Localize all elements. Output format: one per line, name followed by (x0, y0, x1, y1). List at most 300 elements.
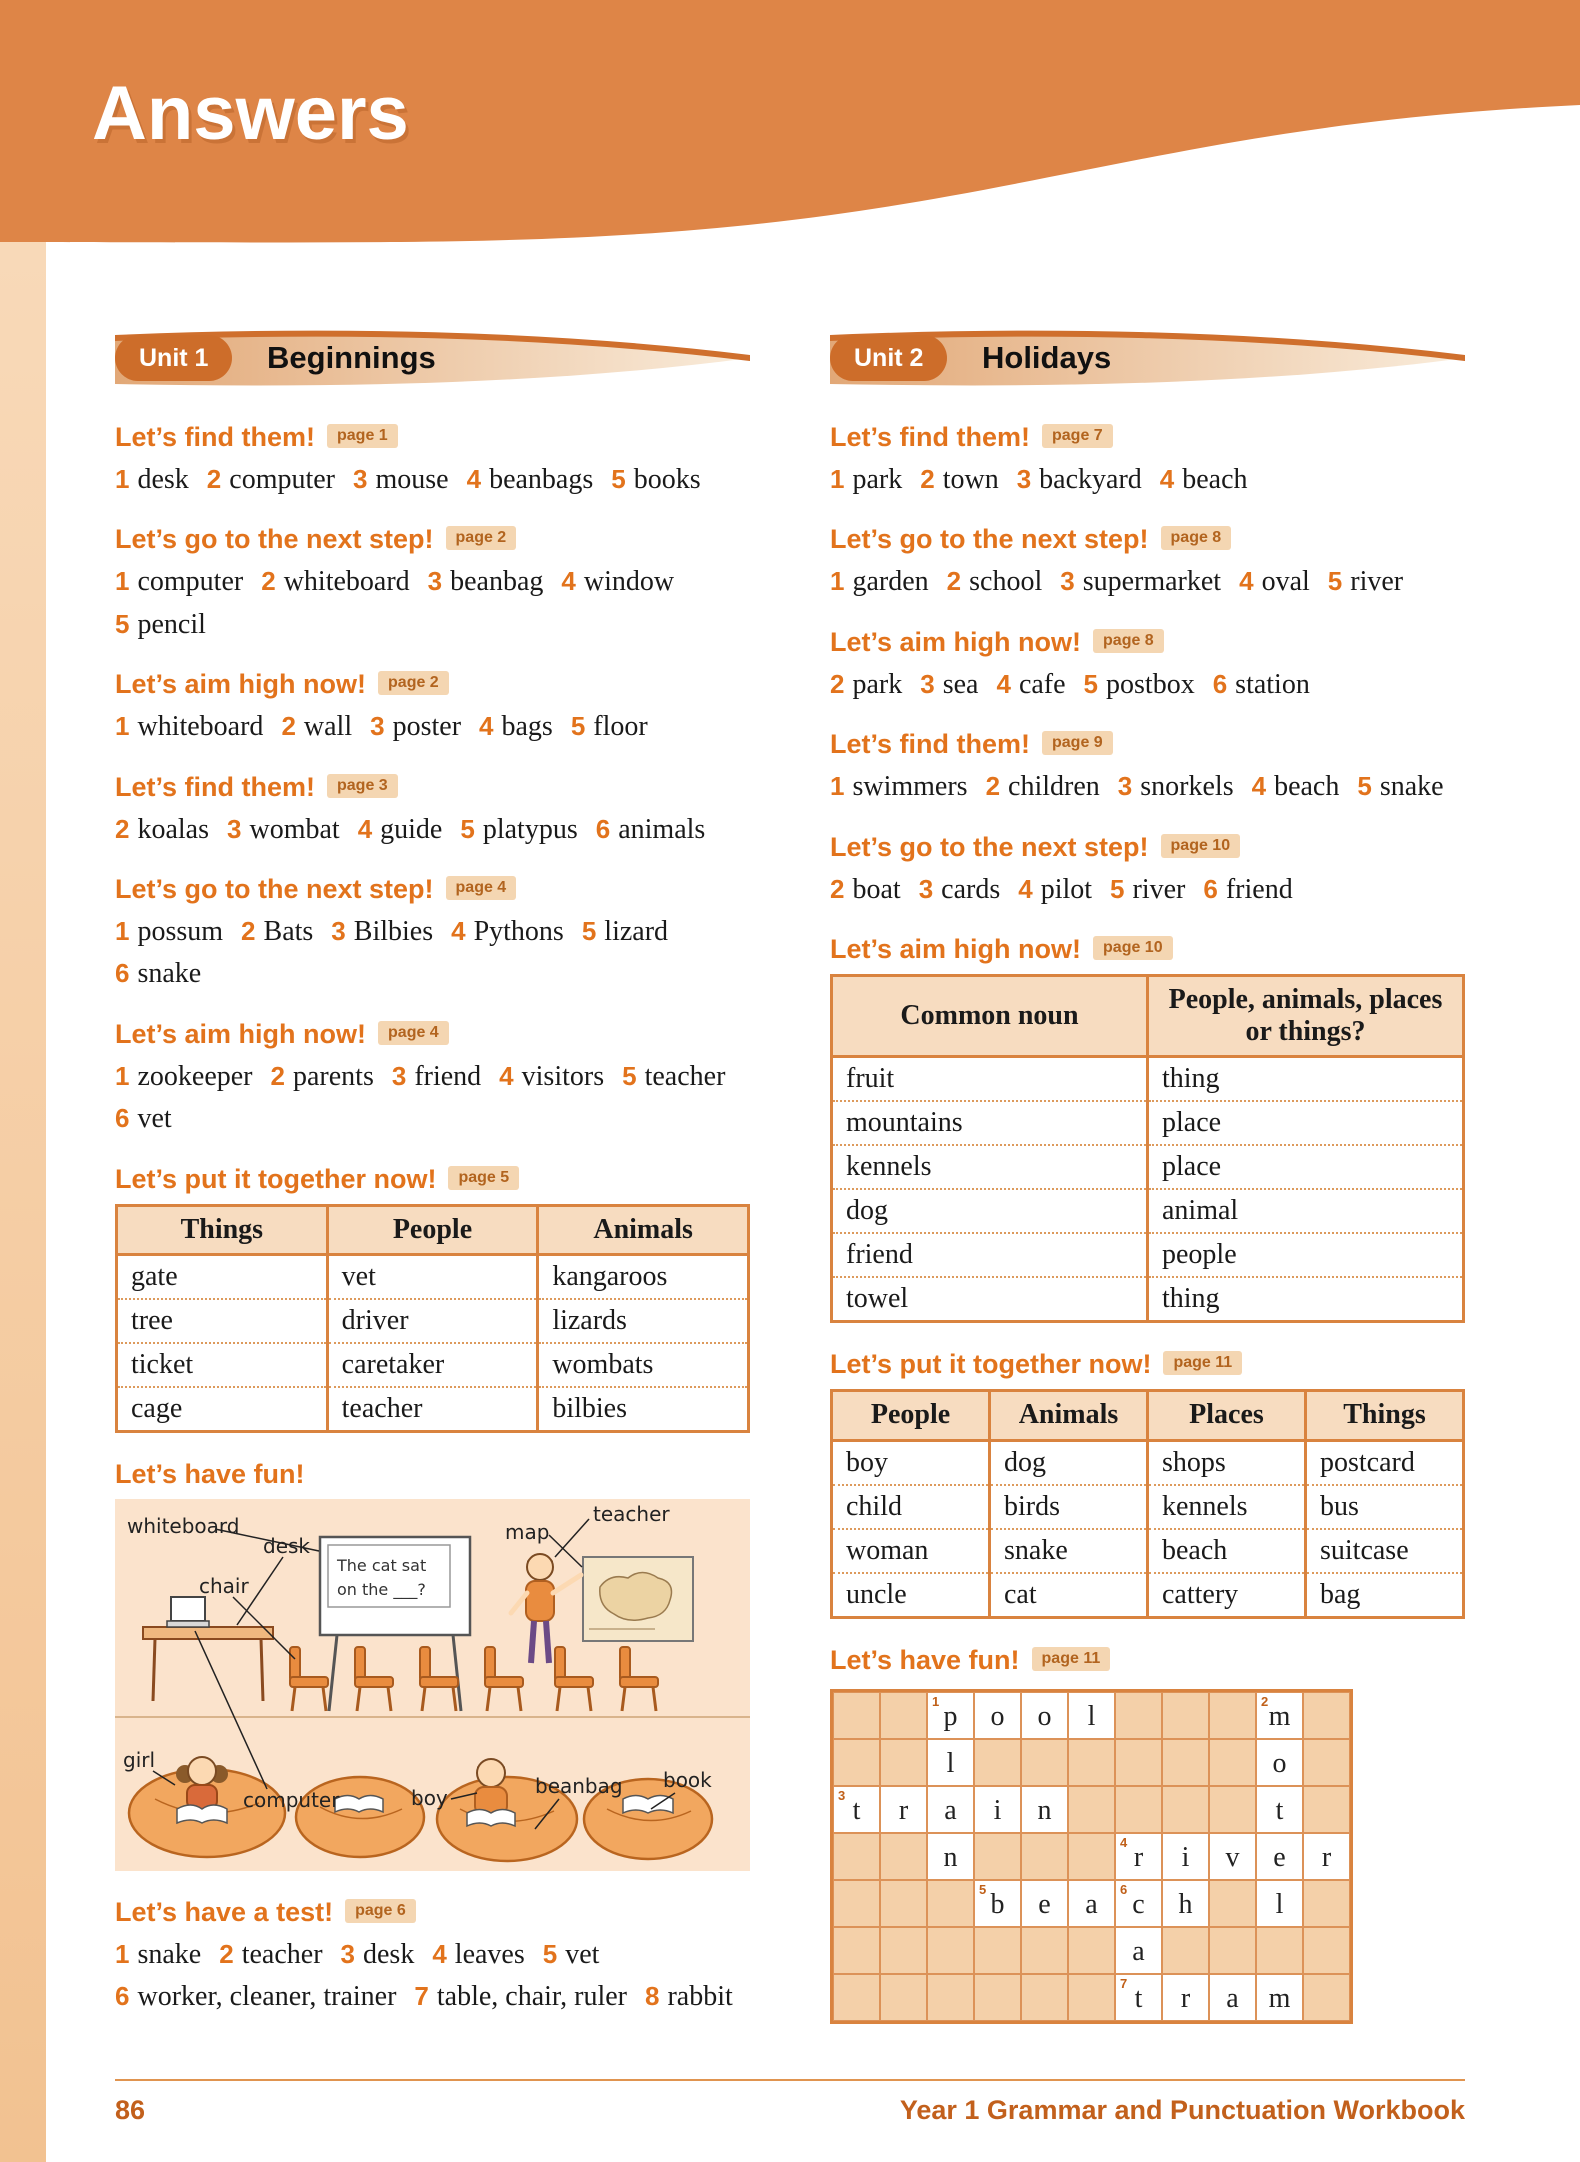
answer-text: books (633, 464, 701, 495)
section-heading-row (830, 934, 1465, 965)
answer-number: 2 (830, 873, 845, 904)
page-badge: page 1 (327, 424, 398, 448)
answer-item (115, 462, 189, 498)
crossword-cell (927, 1833, 974, 1880)
table-body (832, 1440, 1464, 1617)
answer-number: 1 (115, 566, 130, 597)
section-heading: Let’s find them! (115, 422, 315, 452)
crossword-cell (1068, 1833, 1115, 1880)
answer-text: table, chair, ruler (436, 1981, 627, 2013)
page-badge: page 2 (446, 526, 517, 550)
answer-text: whiteboard (283, 566, 410, 598)
answer-text: poster (392, 711, 462, 743)
table-cell: lizards (538, 1299, 749, 1343)
answer-text: pencil (137, 608, 206, 640)
answer-item (1213, 667, 1310, 703)
answer-text: beach (1274, 771, 1340, 803)
answer-item (353, 462, 449, 498)
answer-item (271, 1059, 374, 1095)
section-answers (115, 524, 750, 643)
answer-number: 3 (920, 668, 935, 699)
crossword-cell (1115, 1927, 1162, 1974)
answer-item (115, 956, 201, 992)
table-cell: cat (990, 1573, 1148, 1618)
answer-item (115, 1059, 253, 1095)
computer-laptop (167, 1597, 209, 1627)
answer-item (341, 1937, 415, 1973)
section-heading-row (115, 1897, 750, 1928)
crossword-cell (1303, 1974, 1350, 2021)
section-heading-row (115, 669, 750, 700)
page-footer (115, 2079, 1465, 2126)
answer-text: garden (852, 566, 929, 598)
section-heading: Let’s go to the next step! (830, 831, 1149, 862)
crossword-number: 6 (1120, 1881, 1128, 1897)
page-badge: page 5 (448, 1166, 519, 1190)
answer-text: snorkels (1140, 771, 1234, 803)
crossword-number: 4 (1120, 1834, 1128, 1850)
crossword-cell (1115, 1974, 1162, 2021)
table-row (832, 1529, 1464, 1573)
page-title: Answers (92, 71, 409, 156)
section-heading-row (115, 422, 750, 453)
section-table (830, 934, 1465, 1323)
table-row (117, 1387, 749, 1432)
answers-line (830, 564, 1465, 600)
table-cell: child (832, 1485, 990, 1529)
crossword-letter: r (1321, 1842, 1332, 1874)
section-heading: Let’s find them! (830, 729, 1030, 760)
table-cell: kennels (1148, 1485, 1306, 1529)
label-chair: chair (199, 1573, 249, 1598)
crossword-cell (1068, 1880, 1115, 1927)
table-cell: kennels (832, 1145, 1148, 1189)
answer-number: 5 (1083, 668, 1099, 699)
unit-title: Beginnings (267, 340, 436, 375)
crossword-letter: l (1275, 1889, 1284, 1921)
section-heading-row (830, 422, 1465, 453)
answer-text: school (969, 566, 1043, 598)
crossword-letter: i (993, 1795, 1002, 1827)
crossword-cell (1162, 1739, 1209, 1786)
answer-text: beanbags (489, 464, 594, 495)
table-cell: suitcase (1306, 1529, 1464, 1573)
page-badge: page 11 (1163, 1351, 1242, 1375)
answer-item (830, 462, 902, 498)
content-columns (115, 328, 1465, 2050)
table-cell: people (1148, 1233, 1464, 1277)
table-header (117, 1205, 749, 1254)
answer-item (261, 564, 409, 600)
answer-number: 3 (370, 711, 385, 742)
table-cell: bilbies (538, 1387, 749, 1432)
section-answers (115, 669, 750, 745)
answers-line (115, 1059, 750, 1138)
table-cell: dog (832, 1189, 1148, 1233)
answers-line (830, 667, 1465, 703)
table-cell: woman (832, 1529, 990, 1573)
page-badge: page 4 (446, 876, 517, 900)
table-cell: ticket (117, 1343, 328, 1387)
table-header-cell: Animals (990, 1391, 1148, 1440)
label-computer: computer (243, 1787, 340, 1812)
speech-line-2: on the ___? (337, 1579, 426, 1599)
section-heading: Let’s go to the next step! (115, 524, 434, 555)
crossword-cell (927, 1974, 974, 2021)
answer-item (830, 769, 968, 805)
crossword-cell (1068, 1974, 1115, 2021)
answer-number: 5 (1110, 873, 1125, 904)
answer-text: swimmers (852, 771, 968, 803)
answer-text: cafe (1018, 668, 1066, 700)
table-cell: tree (117, 1299, 328, 1343)
answer-item (219, 1937, 322, 1973)
answer-number: 7 (414, 1981, 429, 2012)
crossword-cell (974, 1786, 1021, 1833)
answer-number: 3 (427, 566, 443, 597)
answer-item (281, 709, 352, 745)
crossword-cell (1068, 1786, 1115, 1833)
section-answers (830, 832, 1465, 908)
crossword-cell (1068, 1739, 1115, 1786)
answer-item (467, 462, 594, 498)
crossword-cell (880, 1833, 927, 1880)
section-heading-row (115, 874, 750, 905)
section-heading-row (115, 1019, 750, 1050)
crossword-cell (1256, 1880, 1303, 1927)
crossword-cell (1021, 1927, 1068, 1974)
section-answers (115, 772, 750, 848)
answer-number: 1 (115, 915, 130, 946)
answer-item (645, 1979, 733, 2015)
answer-number: 3 (918, 873, 934, 904)
section-crossword (830, 1645, 1465, 2024)
crossword-number: 5 (979, 1881, 987, 1897)
label-teacher: teacher (593, 1501, 670, 1526)
answers-line (115, 709, 750, 745)
crossword-cell (833, 1880, 880, 1927)
answer-text: snake (137, 958, 202, 990)
crossword-letter: a (1085, 1889, 1098, 1921)
answer-text: parents (292, 1060, 374, 1092)
answer-text: whiteboard (137, 711, 264, 743)
table-cell: thing (1148, 1057, 1464, 1102)
answer-item (1118, 769, 1234, 805)
section-answers (115, 422, 750, 498)
table-cell: mountains (832, 1101, 1148, 1145)
answer-item (1018, 872, 1092, 908)
answer-number: 4 (1239, 566, 1254, 597)
table-cell: towel (832, 1277, 1148, 1322)
wall-map (583, 1557, 693, 1641)
answer-text: snake (1379, 771, 1444, 803)
answer-item (582, 914, 668, 950)
table-row (832, 1440, 1464, 1485)
crossword-cell (1209, 1974, 1256, 2021)
page-badge: page 4 (378, 1021, 449, 1045)
section-heading-row (830, 1645, 1465, 1676)
answer-number: 2 (985, 771, 1001, 802)
answer-number: 5 (581, 915, 597, 946)
crossword-letter: a (944, 1795, 957, 1827)
answer-number: 1 (830, 464, 845, 494)
table-header (832, 975, 1464, 1056)
answer-number: 4 (561, 566, 576, 597)
crossword-letter: m (1268, 1983, 1291, 2015)
crossword-cell (927, 1927, 974, 1974)
answer-text: rabbit (667, 1981, 733, 2013)
crossword-letter: t (1134, 1983, 1143, 2015)
page-badge: page 3 (327, 774, 398, 798)
answer-item (227, 812, 340, 848)
answer-item (611, 462, 700, 498)
crossword-cell (1256, 1786, 1303, 1833)
table-cell: kangaroos (538, 1254, 749, 1299)
answers-table (830, 1389, 1465, 1618)
answer-text: computer (137, 566, 244, 598)
label-book: book (663, 1767, 712, 1792)
answer-item (115, 709, 263, 745)
table-cell: friend (832, 1233, 1148, 1277)
answer-number: 4 (996, 668, 1011, 699)
answer-text: supermarket (1082, 566, 1222, 598)
crossword-cell (833, 1786, 880, 1833)
crossword-cell (1209, 1739, 1256, 1786)
answer-number: 3 (1016, 464, 1032, 494)
table-cell: shops (1148, 1440, 1306, 1485)
page-badge: page 7 (1042, 424, 1113, 448)
answer-item (207, 462, 335, 498)
table-header-cell: People (832, 1391, 990, 1440)
answer-number: 2 (946, 566, 962, 597)
unit-badge: Unit 1 (115, 335, 232, 381)
answer-item (414, 1979, 627, 2015)
answer-text: window (583, 566, 675, 598)
section-heading: Let’s have fun! (830, 1644, 1020, 1675)
unit-column (830, 328, 1465, 2050)
table-cell: uncle (832, 1573, 990, 1618)
answer-number: 1 (115, 1938, 130, 1969)
crossword-letter: v (1225, 1842, 1240, 1874)
crossword-cell (1162, 1786, 1209, 1833)
answer-text: desk (363, 1938, 415, 1970)
answer-item (241, 914, 313, 950)
section-table (115, 1164, 750, 1433)
answer-number: 1 (830, 566, 845, 597)
table-header-cell: People (327, 1205, 538, 1254)
answer-text: snake (137, 1938, 202, 1970)
answer-number: 4 (499, 1060, 514, 1091)
crossword-letter: l (946, 1748, 955, 1780)
answer-text: wall (303, 711, 353, 743)
answer-number: 2 (281, 711, 296, 742)
section-answers (115, 1897, 750, 2016)
crossword-letter: r (1133, 1842, 1144, 1874)
crossword-cell (974, 1692, 1021, 1739)
table-row (832, 1233, 1464, 1277)
table-cell: dog (990, 1440, 1148, 1485)
answer-text: teacher (241, 1938, 323, 1970)
table-row (117, 1254, 749, 1299)
crossword-letter: o (1037, 1701, 1052, 1733)
crossword-grid (830, 1689, 1353, 2024)
table-cell: driver (327, 1299, 538, 1343)
answer-number: 6 (115, 1981, 130, 2012)
table-header-cell: Places (1148, 1391, 1306, 1440)
section-heading-row (115, 524, 750, 555)
section-heading: Let’s have fun! (115, 1458, 305, 1489)
answer-text: teacher (644, 1060, 726, 1092)
answer-text: leaves (454, 1938, 525, 1970)
answer-item (115, 1101, 172, 1137)
answer-number: 5 (1327, 566, 1343, 597)
answer-number: 6 (115, 1103, 130, 1134)
crossword-cell (880, 1739, 927, 1786)
answer-text: Pythons (473, 915, 564, 947)
answer-number: 6 (1203, 873, 1218, 904)
answers-line (830, 769, 1465, 805)
table-row (832, 1189, 1464, 1233)
answer-number: 5 (622, 1060, 637, 1091)
unit-column (115, 328, 750, 2050)
answer-item (571, 709, 648, 745)
section-heading: Let’s aim high now! (830, 626, 1082, 657)
page-badge: page 2 (378, 671, 449, 695)
answer-text: town (942, 464, 999, 495)
answer-text: animals (618, 813, 706, 845)
crossword-cell (1162, 1880, 1209, 1927)
crossword-letter: p (943, 1701, 958, 1733)
section-heading-row (830, 729, 1465, 760)
crossword-cell (1303, 1786, 1350, 1833)
answer-number: 3 (1060, 566, 1075, 597)
table-header-row (832, 975, 1464, 1056)
section-heading-row (830, 1349, 1465, 1380)
answer-item (479, 709, 553, 745)
unit-banner (115, 328, 750, 388)
table-cell: bus (1306, 1485, 1464, 1529)
answer-text: cards (941, 873, 1001, 905)
table-header-cell: Common noun (832, 975, 1148, 1056)
label-desk: desk (263, 1533, 311, 1558)
crossword-cell (927, 1692, 974, 1739)
crossword-cell (880, 1927, 927, 1974)
page-badge: page 6 (345, 1899, 416, 1923)
answer-text: vet (565, 1938, 600, 1970)
crossword-cell (927, 1880, 974, 1927)
section-heading: Let’s aim high now! (830, 933, 1082, 964)
section-heading-row (115, 1459, 750, 1490)
answer-item (1160, 462, 1248, 498)
answer-number: 5 (570, 711, 586, 742)
crossword-cell (1021, 1739, 1068, 1786)
section-heading: Let’s put it together now! (830, 1349, 1152, 1380)
table-cell: cattery (1148, 1573, 1306, 1618)
answer-item (1017, 462, 1142, 498)
label-map: map (505, 1519, 550, 1544)
answer-item (115, 812, 209, 848)
table-cell: fruit (832, 1057, 1148, 1102)
answers-line (830, 872, 1465, 908)
answer-item (596, 812, 706, 848)
crossword-number: 2 (1261, 1693, 1269, 1709)
answer-text: children (1008, 771, 1100, 803)
crossword-cell (1115, 1786, 1162, 1833)
answer-number: 2 (115, 813, 130, 844)
page-badge: page 11 (1032, 1647, 1111, 1671)
section-answers (830, 524, 1465, 600)
page-number: 86 (115, 2095, 146, 2125)
section-heading-row (830, 627, 1465, 658)
table-header-cell: Animals (538, 1205, 749, 1254)
answer-text: platypus (482, 813, 578, 845)
table-cell: place (1148, 1145, 1464, 1189)
page-badge: page 10 (1161, 834, 1241, 858)
answer-number: 1 (115, 711, 130, 742)
crossword-cell (974, 1927, 1021, 1974)
table-header (832, 1391, 1464, 1440)
answer-item (920, 462, 998, 498)
answer-item (1239, 564, 1310, 600)
answer-item (830, 872, 901, 908)
crossword-cell (1209, 1833, 1256, 1880)
crossword-cell (1115, 1739, 1162, 1786)
table-cell: birds (990, 1485, 1148, 1529)
answer-item (331, 914, 433, 950)
answer-number: 5 (611, 464, 626, 494)
crossword-cell (927, 1739, 974, 1786)
section-heading-row (830, 524, 1465, 555)
answer-text: boat (852, 873, 901, 905)
answer-text: bags (501, 711, 553, 743)
crossword-letter: e (1273, 1842, 1286, 1874)
section-heading: Let’s aim high now! (115, 1018, 367, 1049)
section-answers (830, 422, 1465, 498)
answer-number: 3 (331, 915, 346, 946)
answer-text: floor (593, 711, 648, 743)
answer-text: backyard (1039, 464, 1142, 495)
answer-number: 2 (920, 464, 935, 494)
crossword-cell (1256, 1833, 1303, 1880)
page-badge: page 8 (1161, 526, 1232, 550)
answer-number: 4 (432, 1938, 447, 1969)
crossword-cell (1303, 1739, 1350, 1786)
page-badge: page 9 (1042, 731, 1113, 755)
crossword-cell (927, 1786, 974, 1833)
answers-line (115, 462, 750, 498)
section-heading: Let’s find them! (115, 771, 315, 802)
table-cell: caretaker (327, 1343, 538, 1387)
table-header-cell: Things (1306, 1391, 1464, 1440)
section-answers (115, 874, 750, 993)
crossword-cell (1209, 1692, 1256, 1739)
answer-text: river (1132, 873, 1186, 905)
answer-number: 5 (1357, 771, 1372, 802)
answer-item (986, 769, 1100, 805)
answer-number: 5 (460, 813, 475, 844)
crossword-letter: i (1181, 1842, 1190, 1874)
crossword-cell (1115, 1692, 1162, 1739)
section-heading: Let’s put it together now! (115, 1163, 437, 1194)
answer-text: vet (137, 1103, 172, 1135)
answer-item (115, 564, 243, 600)
answer-number: 3 (340, 1938, 355, 1969)
answer-item (499, 1059, 604, 1095)
crossword-cell (1115, 1880, 1162, 1927)
answer-item (370, 709, 461, 745)
answer-text: computer (229, 464, 336, 495)
crossword-cell (1162, 1833, 1209, 1880)
